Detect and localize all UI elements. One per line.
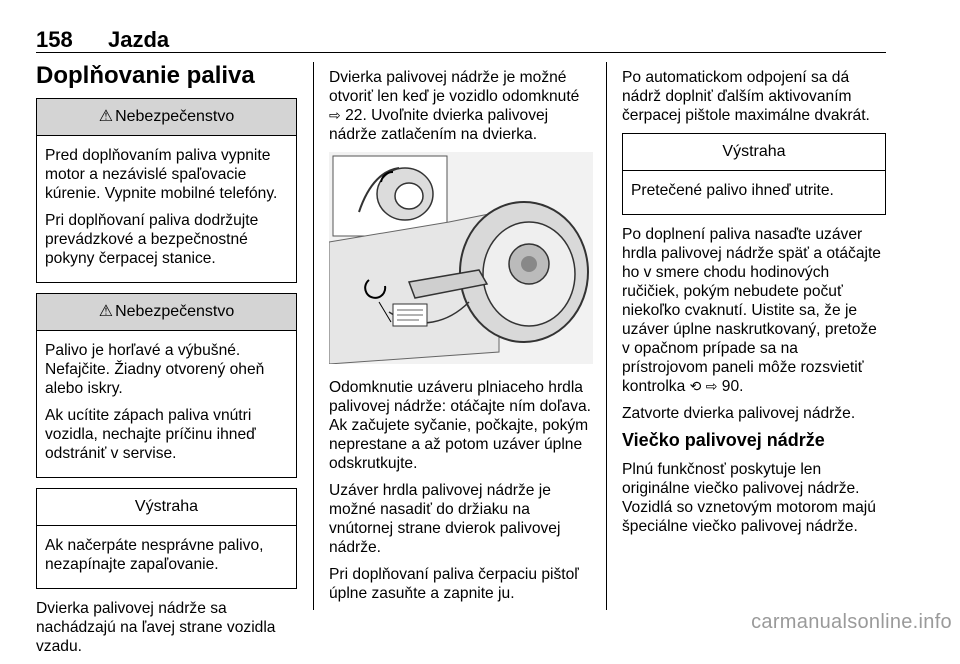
danger-text: Pri doplňovaní paliva dodržujte prevádzkové a bezpečnostné pokyny čerpacej stanice. xyxy=(45,212,259,267)
body-text: Po automatickom odpojení sa dá nádrž doplniť ďalším aktivovaním čerpacej pištole maximálne dvakrát. xyxy=(622,69,870,124)
body-text: Plnú funkčnosť poskytuje len originálne viečko palivovej nádrže. Vozidlá so vznetovým motorom majú špeciálne viečko palivovej nádrže. xyxy=(622,461,876,535)
body-text: Po doplnení paliva nasaďte uzáver hrdla palivovej nádrže späť a otáčajte ho v smere chodu hodinových ručičiek, pokým nebudete počuť niekoľko cvaknutí. Uistite sa, že je uzáver úplne naskrutkovaný, pretože v opačnom prípade sa na prístrojovom paneli môže rozsvietiť kontrolka ⟲ ⇨ 90. xyxy=(622,226,881,395)
column-divider xyxy=(313,62,314,610)
column-divider xyxy=(606,62,607,610)
caution-box-body xyxy=(37,526,296,588)
page-number: 158 xyxy=(36,27,73,52)
warning-triangle-icon: ⚠ xyxy=(98,108,114,125)
caution-box xyxy=(36,488,297,589)
body-text: Uzáver hrdla palivovej nádrže je možné nasadiť do držiaku na vnútornej strane dvierok palivovej nádrže. xyxy=(329,482,561,556)
danger-title: Nebezpečenstvo xyxy=(115,108,235,125)
watermark: carmanualsonline.info xyxy=(751,611,952,633)
fuel-filler-illustration xyxy=(329,152,593,364)
danger-text: Ak ucítite zápach paliva vnútri vozidla, nechajte príčinu ihneď odstrániť v servise. xyxy=(45,407,256,462)
page-header xyxy=(36,27,886,53)
body-text: Pri doplňovaní paliva čerpaciu pištoľ úplne zasuňte a zapnite ju. xyxy=(329,566,579,602)
chapter-title: Jazda xyxy=(108,27,170,52)
danger-title: Nebezpečenstvo xyxy=(115,303,235,320)
danger-text: Pred doplňovaním paliva vypnite motor a nezávislé spaľovacie kúrenie. Vypnite mobilné telefóny. xyxy=(45,147,278,202)
caution-box xyxy=(622,133,886,215)
warning-triangle-icon: ⚠ xyxy=(98,303,114,320)
check-engine-lamp-icon: ⟲ xyxy=(689,378,702,394)
section-title: Doplňovanie paliva xyxy=(36,62,255,89)
caution-box-header: Výstraha xyxy=(623,134,885,171)
page-ref-arrow-icon: ⇨ xyxy=(705,378,718,394)
page-ref[interactable]: 90 xyxy=(721,378,740,395)
column-1 xyxy=(36,98,297,664)
page-ref-arrow-icon: ⇨ xyxy=(329,107,341,123)
danger-box-body xyxy=(37,136,296,282)
column-2 xyxy=(329,68,592,611)
body-text: Dvierka palivovej nádrže je možné otvoriť len keď je vozidlo odomknuté ⇨ 22. Uvoľnite dvierka palivovej nádrže zatlačením na dvierka. xyxy=(329,69,580,143)
danger-box-1 xyxy=(36,98,297,283)
danger-box-2 xyxy=(36,293,297,478)
caution-text: Ak načerpáte nesprávne palivo, nezapínajte zapaľovanie. xyxy=(45,537,264,573)
caution-box-body xyxy=(623,171,885,214)
body-text: Zatvorte dvierka palivovej nádrže. xyxy=(622,405,856,422)
page-ref[interactable]: 22 xyxy=(345,107,363,124)
header-rule xyxy=(36,52,886,53)
body-text: Dvierka palivovej nádrže sa nachádzajú na ľavej strane vozidla vzadu. xyxy=(36,600,276,655)
caution-box-header: Výstraha xyxy=(37,489,296,526)
danger-box-header xyxy=(37,294,296,331)
danger-box-body xyxy=(37,331,296,477)
body-text: Odomknutie uzáveru plniaceho hrdla palivovej nádrže: otáčajte ním doľava. Ak začujete syčanie, počkajte, pokým neprestane a až potom uzáver úplne odskrutkujte. xyxy=(329,379,591,472)
subsection-heading: Viečko palivovej nádrže xyxy=(622,430,825,450)
fuel-filler-figure xyxy=(329,152,593,364)
danger-box-header xyxy=(37,99,296,136)
danger-text: Palivo je horľavé a výbušné. Nefajčite. Žiadny otvorený oheň alebo iskry. xyxy=(45,342,265,397)
caution-text: Pretečené palivo ihneď utrite. xyxy=(631,182,834,199)
column-3 xyxy=(622,68,886,544)
